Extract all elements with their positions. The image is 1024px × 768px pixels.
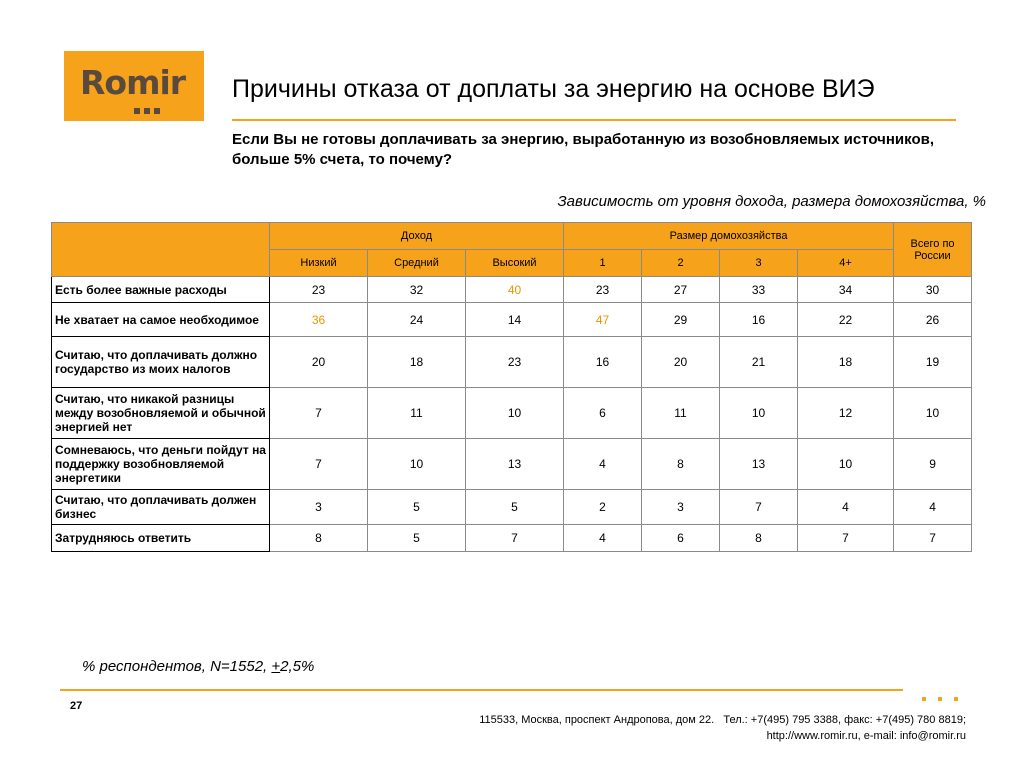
cell: 4 — [564, 525, 642, 552]
survey-question: Если Вы не готовы доплачивать за энергию, выработанную из возобновляемых источников, больше 5% счета, то почему? — [232, 131, 934, 168]
cell: 8 — [270, 525, 368, 552]
header-income: Доход — [270, 223, 564, 250]
cell: 22 — [798, 303, 894, 337]
note-suffix: 2,5% — [280, 658, 315, 675]
subheader-high: Высокий — [466, 250, 564, 277]
cell: 5 — [466, 490, 564, 525]
logo-text: Romir — [80, 63, 186, 102]
cell: 10 — [720, 388, 798, 439]
title-divider — [232, 119, 956, 121]
cell: 11 — [642, 388, 720, 439]
footer-divider — [60, 689, 903, 691]
row-label: Сомневаюсь, что деньги пойдут на поддержку возобновляемой энергетики — [52, 439, 270, 490]
cell: 10 — [466, 388, 564, 439]
table-row — [52, 337, 972, 388]
cell: 7 — [720, 490, 798, 525]
cell: 20 — [642, 337, 720, 388]
cell: 23 — [270, 277, 368, 303]
table-row — [52, 277, 972, 303]
cell: 29 — [642, 303, 720, 337]
cell: 10 — [894, 388, 972, 439]
row-label: Считаю, что никакой разницы между возобновляемой и обычной энергией нет — [52, 388, 270, 439]
cell: 30 — [894, 277, 972, 303]
romir-logo — [64, 51, 204, 121]
cell: 24 — [368, 303, 466, 337]
cell: 27 — [642, 277, 720, 303]
subheader-hh-2: 2 — [642, 250, 720, 277]
note-prefix: % респондентов, N=1552, — [82, 658, 272, 675]
subheader-hh-4plus: 4+ — [798, 250, 894, 277]
cell: 26 — [894, 303, 972, 337]
cell: 23 — [564, 277, 642, 303]
page-number: 27 — [70, 700, 83, 712]
table-row — [52, 303, 972, 337]
cell: 4 — [798, 490, 894, 525]
cell-highlight: 47 — [564, 303, 642, 337]
cell: 7 — [270, 388, 368, 439]
cell: 8 — [720, 525, 798, 552]
cell: 18 — [798, 337, 894, 388]
respondents-note — [82, 658, 314, 675]
address-line-2: http://www.romir.ru, e-mail: info@romir.ru — [766, 730, 966, 742]
cell: 6 — [564, 388, 642, 439]
cell: 10 — [368, 439, 466, 490]
note-plusminus: + — [271, 658, 281, 675]
cell-highlight: 36 — [270, 303, 368, 337]
table-row — [52, 490, 972, 525]
page-title: Причины отказа от доплаты за энергию на основе ВИЭ — [232, 75, 875, 103]
subheader-low: Низкий — [270, 250, 368, 277]
subheader-hh-1: 1 — [564, 250, 642, 277]
cell: 34 — [798, 277, 894, 303]
cell: 7 — [894, 525, 972, 552]
cell: 12 — [798, 388, 894, 439]
header-corner — [52, 223, 270, 277]
cell: 16 — [564, 337, 642, 388]
cell: 2 — [564, 490, 642, 525]
logo-dots — [134, 101, 164, 119]
cell: 5 — [368, 525, 466, 552]
row-label: Считаю, что доплачивать должен бизнес — [52, 490, 270, 525]
cell: 32 — [368, 277, 466, 303]
subheader-hh-3: 3 — [720, 250, 798, 277]
table-row — [52, 525, 972, 552]
results-table — [51, 222, 972, 552]
cell: 20 — [270, 337, 368, 388]
cell: 10 — [798, 439, 894, 490]
table-subtitle: Зависимость от уровня дохода, размера домохозяйства, % — [557, 193, 986, 210]
subheader-medium: Средний — [368, 250, 466, 277]
cell: 7 — [270, 439, 368, 490]
row-label: Есть более важные расходы — [52, 277, 270, 303]
cell: 11 — [368, 388, 466, 439]
cell: 21 — [720, 337, 798, 388]
row-label: Не хватает на самое необходимое — [52, 303, 270, 337]
cell: 9 — [894, 439, 972, 490]
header-total: Всего по России — [894, 223, 972, 277]
cell: 3 — [642, 490, 720, 525]
cell: 7 — [466, 525, 564, 552]
cell: 5 — [368, 490, 466, 525]
cell: 33 — [720, 277, 798, 303]
address-line-1: 115533, Москва, проспект Андропова, дом 22. Тел.: +7(495) 795 3388, факс: +7(495) 780 8819; — [479, 714, 966, 726]
contact-address — [479, 712, 966, 744]
cell: 6 — [642, 525, 720, 552]
table-row — [52, 439, 972, 490]
cell: 13 — [466, 439, 564, 490]
cell: 8 — [642, 439, 720, 490]
header-row-groups — [52, 223, 972, 250]
cell: 3 — [270, 490, 368, 525]
cell: 13 — [720, 439, 798, 490]
row-label: Затрудняюсь ответить — [52, 525, 270, 552]
cell: 4 — [564, 439, 642, 490]
header-household: Размер домохозяйства — [564, 223, 894, 250]
footer-dots — [922, 688, 970, 706]
cell: 16 — [720, 303, 798, 337]
cell: 4 — [894, 490, 972, 525]
row-label: Считаю, что доплачивать должно государство из моих налогов — [52, 337, 270, 388]
cell: 19 — [894, 337, 972, 388]
cell: 23 — [466, 337, 564, 388]
cell-highlight: 40 — [466, 277, 564, 303]
cell: 18 — [368, 337, 466, 388]
cell: 7 — [798, 525, 894, 552]
table-row — [52, 388, 972, 439]
cell: 14 — [466, 303, 564, 337]
